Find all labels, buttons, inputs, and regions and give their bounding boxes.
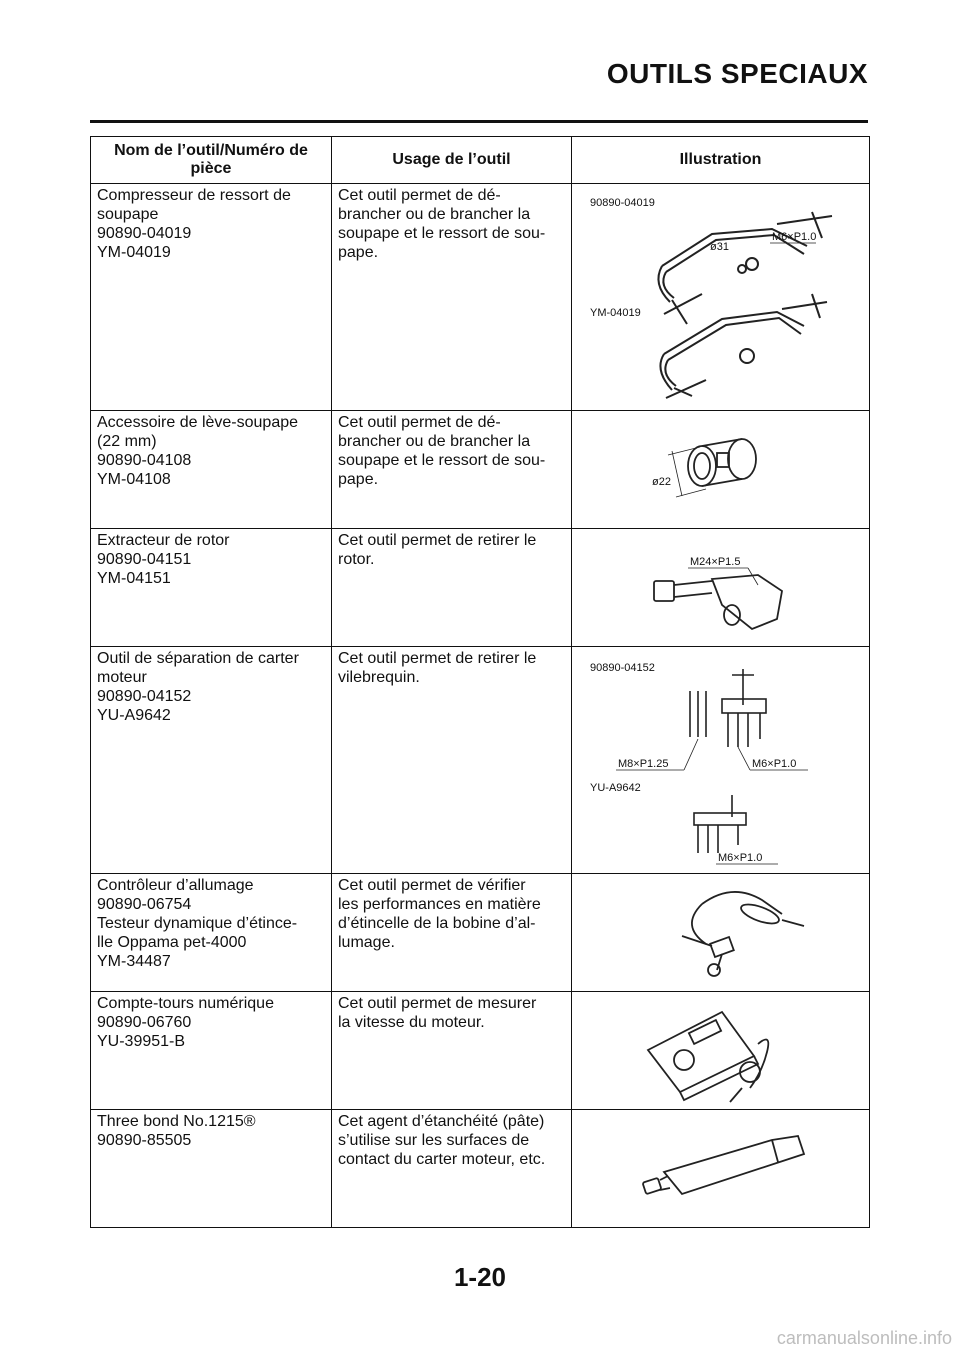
- valve-spring-compressor-illustration: [572, 184, 868, 410]
- usage-line: Cet outil permet de dé-: [338, 414, 501, 431]
- part-number: 90890-04151: [97, 551, 192, 568]
- watermark: carmanualsonline.info: [776, 1328, 952, 1348]
- separator-drawing: [694, 795, 746, 853]
- usage-line: pape.: [338, 471, 379, 488]
- table-row: [91, 529, 870, 647]
- illustration-label: 90890-04152: [590, 662, 655, 674]
- tool-name-cell: [91, 184, 332, 411]
- rotor-puller-illustration: [572, 529, 868, 646]
- usage-line: pape.: [338, 244, 379, 261]
- illustration-label: M6×P1.0: [718, 852, 763, 864]
- column-header-illustration: Illustration: [572, 137, 870, 184]
- digital-tachometer-illustration: [572, 992, 868, 1109]
- tool-usage-cell: [332, 992, 572, 1110]
- illustration-label: YM-04019: [590, 307, 641, 319]
- usage-line: les performances en matière: [338, 896, 541, 913]
- illustration-label: YU-A9642: [590, 782, 641, 794]
- illustration-label: 90890-04019: [590, 197, 655, 209]
- usage-line: Cet agent d’étanchéité (pâte): [338, 1113, 545, 1130]
- column-header-name: Nom de l’outil/Numéro de pièce: [91, 137, 332, 184]
- illustration-cell: [572, 874, 870, 992]
- usage-line: rotor.: [338, 551, 375, 568]
- illustration-label: M8×P1.25: [618, 758, 669, 770]
- column-header-usage: Usage de l’outil: [332, 137, 572, 184]
- crankcase-separator-illustration: [572, 647, 868, 873]
- part-number: 90890-85505: [97, 1132, 192, 1149]
- part-number: YM-04108: [97, 471, 171, 488]
- illustration-label: M6×P1.0: [772, 231, 817, 243]
- usage-line: Cet outil permet de mesurer: [338, 995, 537, 1012]
- part-number: YU-A9642: [97, 707, 171, 724]
- part-number: YU-39951-B: [97, 1033, 186, 1050]
- ignition-checker-illustration: [572, 874, 868, 991]
- tool-name-line: Outil de séparation de carter: [97, 650, 299, 667]
- table-row: [91, 874, 870, 992]
- tool-name-line: Extracteur de rotor: [97, 532, 230, 549]
- illustration-label: M6×P1.0: [752, 758, 797, 770]
- table-header-row: [91, 137, 870, 184]
- illustration-cell: [572, 647, 870, 874]
- illustration-cell: [572, 1110, 870, 1228]
- tool-name-line: Compresseur de ressort de: [97, 187, 291, 204]
- sealant-tube-drawing: [643, 1136, 804, 1194]
- valve-lifter-attachment-illustration: [572, 411, 868, 528]
- part-number: 90890-06760: [97, 1014, 192, 1031]
- usage-line: brancher ou de brancher la: [338, 206, 531, 223]
- tool-name-cell: [91, 411, 332, 529]
- tool-name-line: Three bond No.1215®: [97, 1113, 256, 1130]
- illustration-cell: [572, 411, 870, 529]
- table-row: [91, 1110, 870, 1228]
- tool-name-line: Compte-tours numérique: [97, 995, 274, 1012]
- leader-line: [738, 747, 750, 770]
- illustration-cell: [572, 992, 870, 1110]
- usage-line: soupape et le ressort de sou-: [338, 452, 546, 469]
- usage-line: d’étincelle de la bobine d’al-: [338, 915, 536, 932]
- tool-name-line: soupape: [97, 206, 159, 223]
- tool-usage-cell: [332, 1110, 572, 1228]
- tachometer-drawing: [648, 1012, 768, 1102]
- usage-line: vilebrequin.: [338, 669, 420, 686]
- tool-name-line: Contrôleur d’allumage: [97, 877, 254, 894]
- table-row: [91, 647, 870, 874]
- tool-name-line: lle Oppama pet-4000: [97, 934, 247, 951]
- tool-usage-cell: [332, 411, 572, 529]
- illustration-label: ø31: [710, 241, 729, 253]
- tool-name-line: moteur: [97, 669, 147, 686]
- page-title: OUTILS SPECIAUX: [606, 58, 868, 89]
- compressor-frame-drawing: [660, 294, 827, 398]
- illustration-cell: [572, 529, 870, 647]
- tool-name-cell: [91, 1110, 332, 1228]
- lifter-attachment-drawing: [668, 439, 756, 497]
- part-number: 90890-06754: [97, 896, 192, 913]
- leader-line: [684, 739, 698, 770]
- illustration-label: M24×P1.5: [690, 556, 741, 568]
- usage-line: lumage.: [338, 934, 395, 951]
- tool-name-cell: [91, 874, 332, 992]
- illustration-cell: [572, 184, 870, 411]
- table-row: [91, 992, 870, 1110]
- part-number: 90890-04108: [97, 452, 192, 469]
- tool-name-cell: [91, 647, 332, 874]
- usage-line: brancher ou de brancher la: [338, 433, 531, 450]
- tool-name-line: Testeur dynamique d’étince-: [97, 915, 298, 932]
- tool-name-cell: [91, 992, 332, 1110]
- usage-line: Cet outil permet de vérifier: [338, 877, 526, 894]
- title-rule: [90, 120, 868, 123]
- part-number: YM-04019: [97, 244, 171, 261]
- usage-line: la vitesse du moteur.: [338, 1014, 485, 1031]
- part-number: YM-04151: [97, 570, 171, 587]
- tool-usage-cell: [332, 529, 572, 647]
- special-tools-table: [90, 136, 870, 1228]
- usage-line: Cet outil permet de retirer le: [338, 532, 537, 549]
- usage-line: contact du carter moteur, etc.: [338, 1151, 546, 1168]
- page-number: 1-20: [453, 1262, 507, 1292]
- ignition-checker-drawing: [682, 892, 804, 976]
- tool-name-line: (22 mm): [97, 433, 157, 450]
- compressor-frame-drawing: [658, 212, 832, 324]
- separator-drawing: [690, 669, 766, 747]
- tool-name-cell: [91, 529, 332, 647]
- tool-usage-cell: [332, 184, 572, 411]
- usage-line: soupape et le ressort de sou-: [338, 225, 546, 242]
- sealant-tube-illustration: [572, 1110, 868, 1227]
- tool-usage-cell: [332, 647, 572, 874]
- rotor-puller-drawing: [654, 575, 782, 629]
- usage-line: Cet outil permet de retirer le: [338, 650, 537, 667]
- part-number: 90890-04019: [97, 225, 192, 242]
- illustration-label: ø22: [652, 476, 671, 488]
- tool-name-line: Accessoire de lève-soupape: [97, 414, 299, 431]
- part-number: YM-34487: [97, 953, 171, 970]
- table-row: [91, 184, 870, 411]
- tool-usage-cell: [332, 874, 572, 992]
- usage-line: Cet outil permet de dé-: [338, 187, 501, 204]
- table-row: [91, 411, 870, 529]
- usage-line: s’utilise sur les surfaces de: [338, 1132, 530, 1149]
- part-number: 90890-04152: [97, 688, 192, 705]
